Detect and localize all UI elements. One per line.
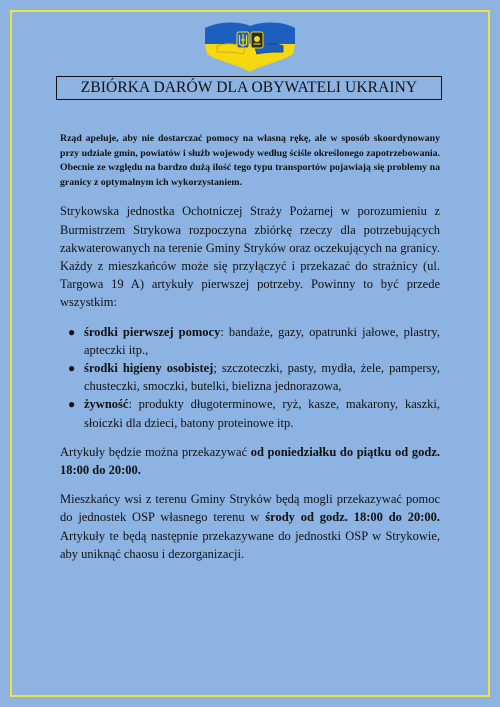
paragraph-villages xyxy=(60,490,440,563)
items-list xyxy=(60,323,440,432)
document-body xyxy=(60,132,440,574)
paragraph-collection-info: Strykowska jednostka Ochotniczej Straży Pożarnej w porozumieniu z Burmistrzem Strykowa rozpoczyna zbiórkę rzeczy dla potrzebujących zakwaterowanych na terenie Gminy Stryków oraz oczekujących na granicy. Każdy z mieszkańców może się przyłączyć i przekazać do strażnicy (ul. Targowa 19 A) artykuły pierwszej potrzeby. Powinny to być przede wszystkim: xyxy=(60,204,440,310)
item-description: : bandaże, gazy, opatrunki jałowe, plastry, apteczki itp., xyxy=(84,324,440,357)
list-item xyxy=(68,323,440,359)
bullet-icon: ● xyxy=(68,361,76,375)
bullet-icon: ● xyxy=(68,397,76,412)
list-item xyxy=(68,395,440,431)
villages-hours-bold: środy od godz. 18:00 do 20:00. xyxy=(265,510,441,525)
item-category: żywność xyxy=(84,397,129,412)
item-category: środki pierwszej pomocy xyxy=(84,324,221,339)
ukraine-poland-handshake-emblem-icon xyxy=(203,18,297,80)
hours-bold: od poniedziałku do piątku od godz. 18:00 do 20:00. xyxy=(60,444,440,478)
intro-paragraph: Rząd apeluje, aby nie dostarczać pomocy na własną rękę, ale w sposób skoordynowany przy udziale gmin, powiatów i służb wojewody według ściśle określonego zapotrzebowania. Obecnie ze względu na bardzo dużą ilość tego typu transportów pojawiają się problemy na granicy z optymalnym ich wykorzystaniem. xyxy=(60,133,440,188)
item-description: : produkty długoterminowe, ryż, kasze, makarony, kaszki, słoiczki dla dzieci, batony proteinowe itp. xyxy=(84,397,440,430)
villages-text-end: Artykuły te będą następnie przekazywane do jednostki OSP w Strykowie, aby uniknąć chaosu i dezorganizacji. xyxy=(60,528,440,561)
bullet-icon: ● xyxy=(68,324,76,339)
item-category: środki higieny osobistej xyxy=(84,361,214,375)
hours-text: Artykuły będzie można przekazywać xyxy=(60,444,251,459)
item-description: ; szczoteczki, pasty, mydła, żele, pampersy, chusteczki, smoczki, butelki, bielizna jednorazowa, xyxy=(84,361,440,394)
villages-text: Mieszkańcy wsi z terenu Gminy Stryków będą mogli przekazywać pomoc do jednostek OSP własnego terenu w xyxy=(60,492,440,525)
list-item xyxy=(68,359,440,395)
page-title xyxy=(56,76,442,100)
paragraph-hours xyxy=(60,443,440,479)
page-title-text: ZBIÓRKA DARÓW DLA OBYWATELI UKRAINY xyxy=(80,79,418,96)
